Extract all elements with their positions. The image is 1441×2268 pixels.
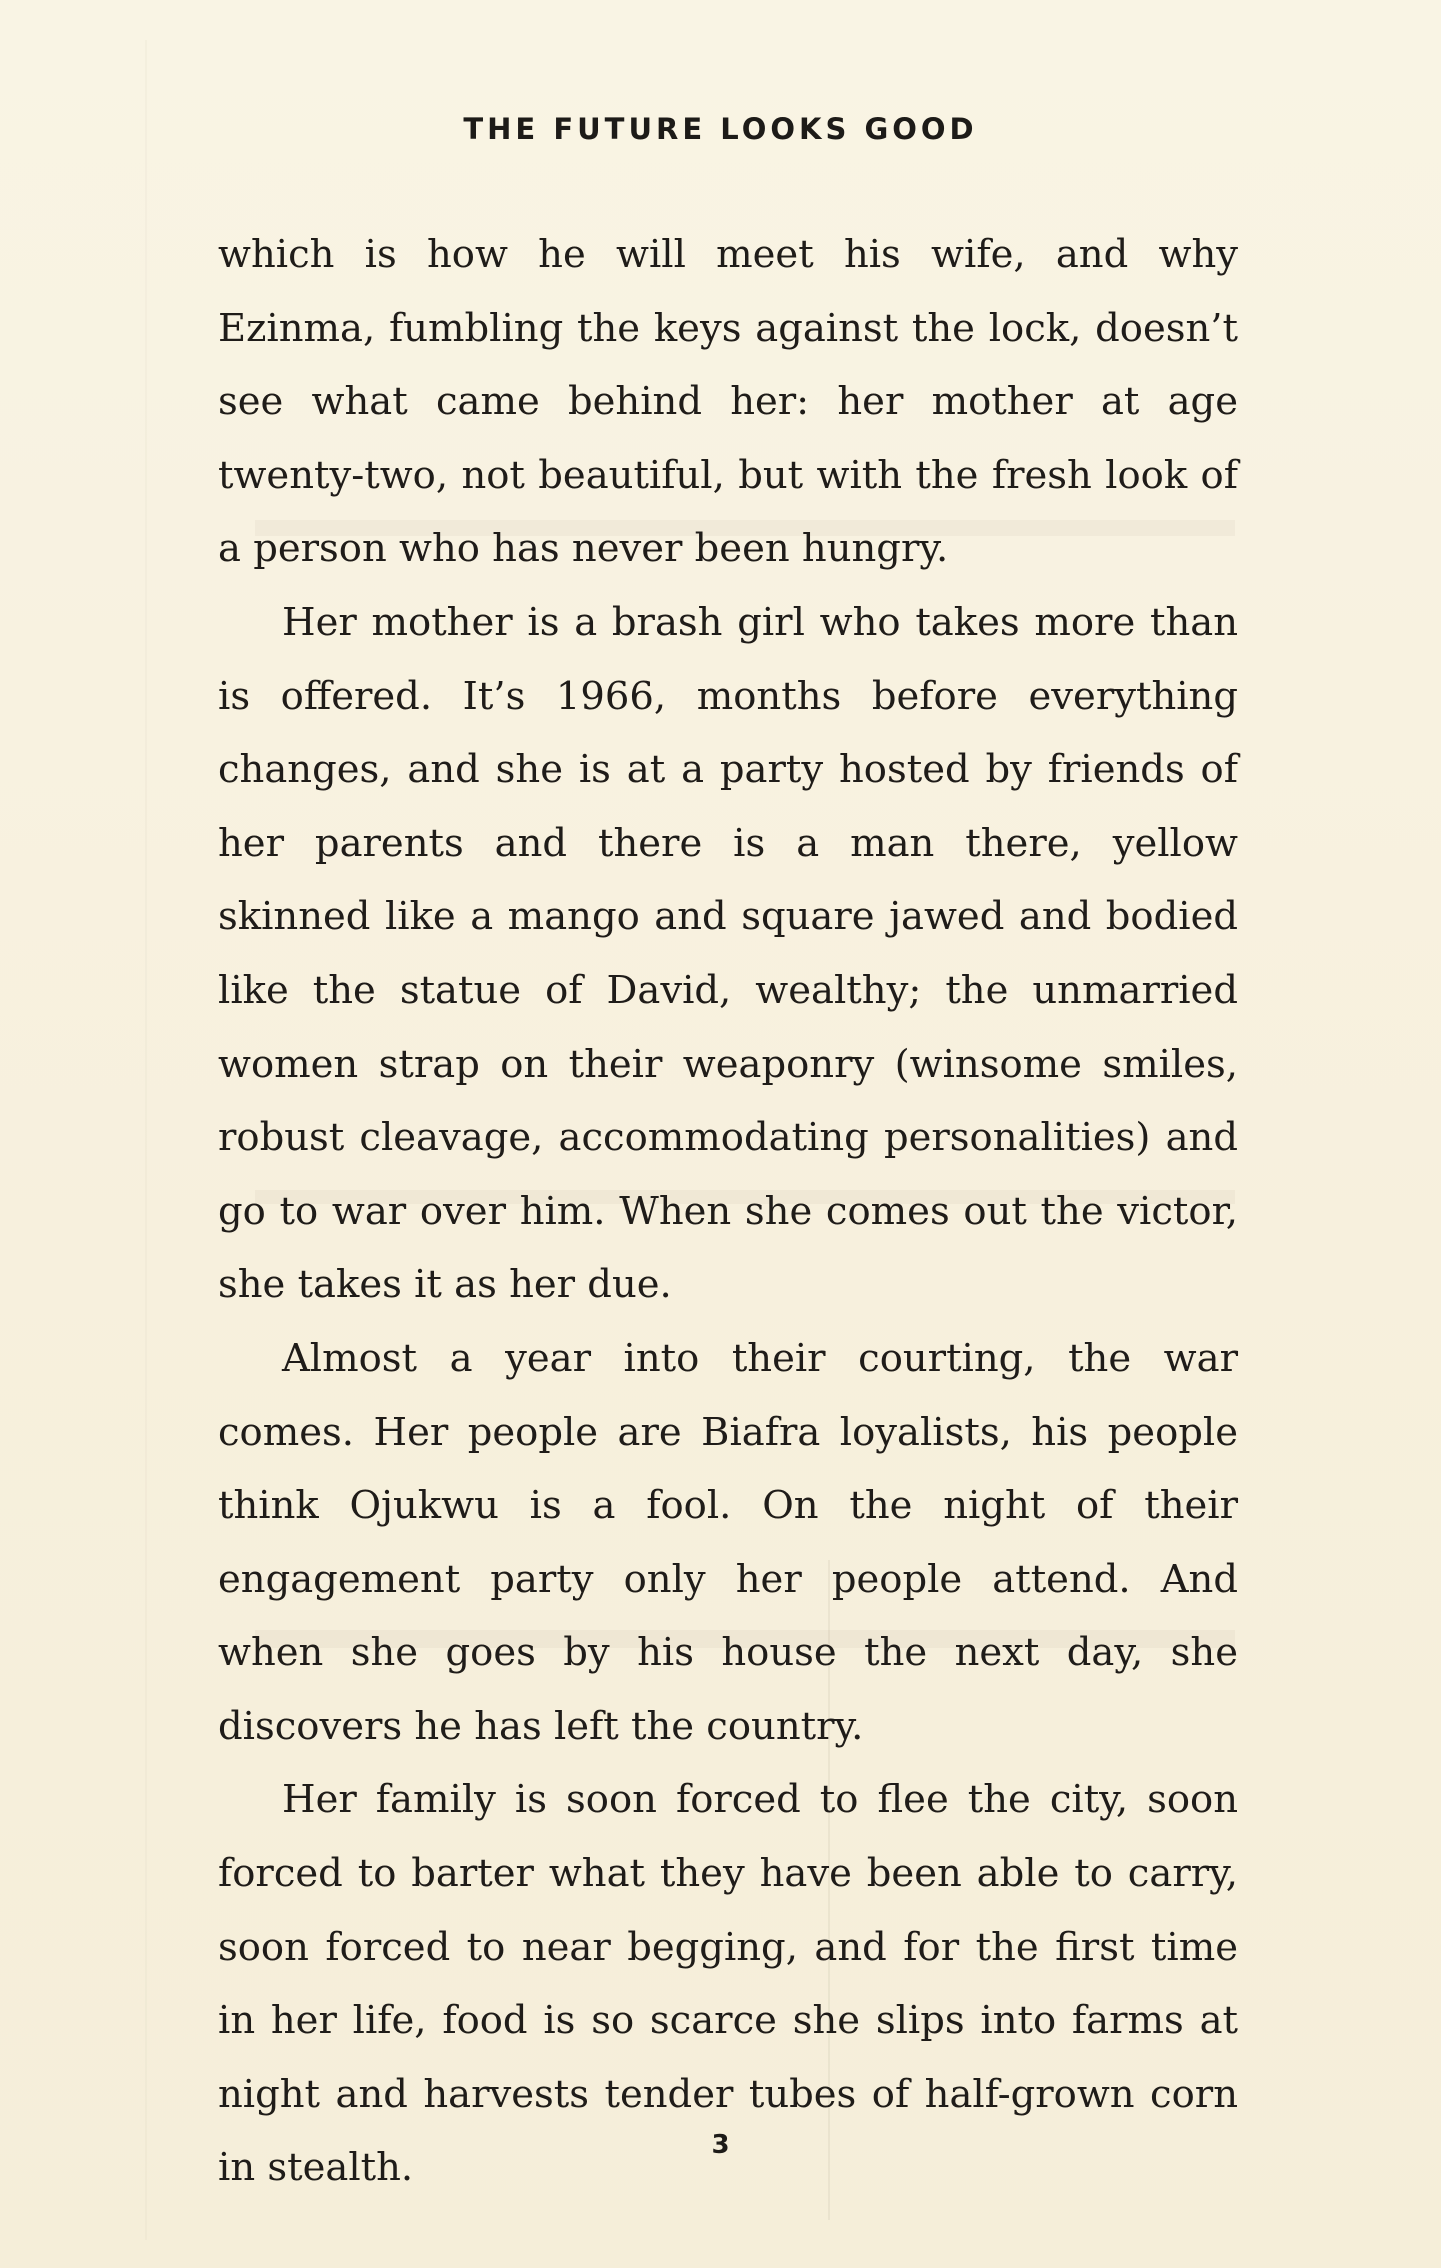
page-number: 3 (711, 2130, 730, 2160)
paragraph-1: which is how he will meet his wife, and why Ezinma, fumbling the keys against the lock, doesn’t see what came behind her: her mother at age twenty-two, not beautiful, but with the fresh look of a person who has never been hungry. (218, 232, 1238, 572)
running-head: THE FUTURE LOOKS GOOD (463, 112, 978, 146)
paper-crease (145, 40, 147, 2240)
paragraph-2: Her mother is a brash girl who takes more than is offered. It’s 1966, months before everything changes, and she is at a party hosted by friends of her parents and there is a man there, yellow skinned like a mango and square jawed and bodied like the statue of David, wealthy; the unmarried women strap on their weaponry (winsome smiles, robust cleavage, accommodating personalities) and go to war over him. When she comes out the victor, she takes it as her due. (218, 599, 1238, 1308)
paragraph-4: Her family is soon forced to flee the city, soon forced to barter what they have been able to carry, soon forced to near begging, and for the first time in her life, food is so scarce she slips into farms at night and harvests tender tubes of half-grown corn in stealth. (218, 1777, 1238, 2191)
body-text (218, 218, 1238, 2205)
paragraph-3: Almost a year into their courting, the war comes. Her people are Biafra loyalists, his people think Ojukwu is a fool. On the night of their engagement party only her people attend. And when she goes by his house the next day, she discovers he has left the country. (218, 1335, 1238, 1749)
